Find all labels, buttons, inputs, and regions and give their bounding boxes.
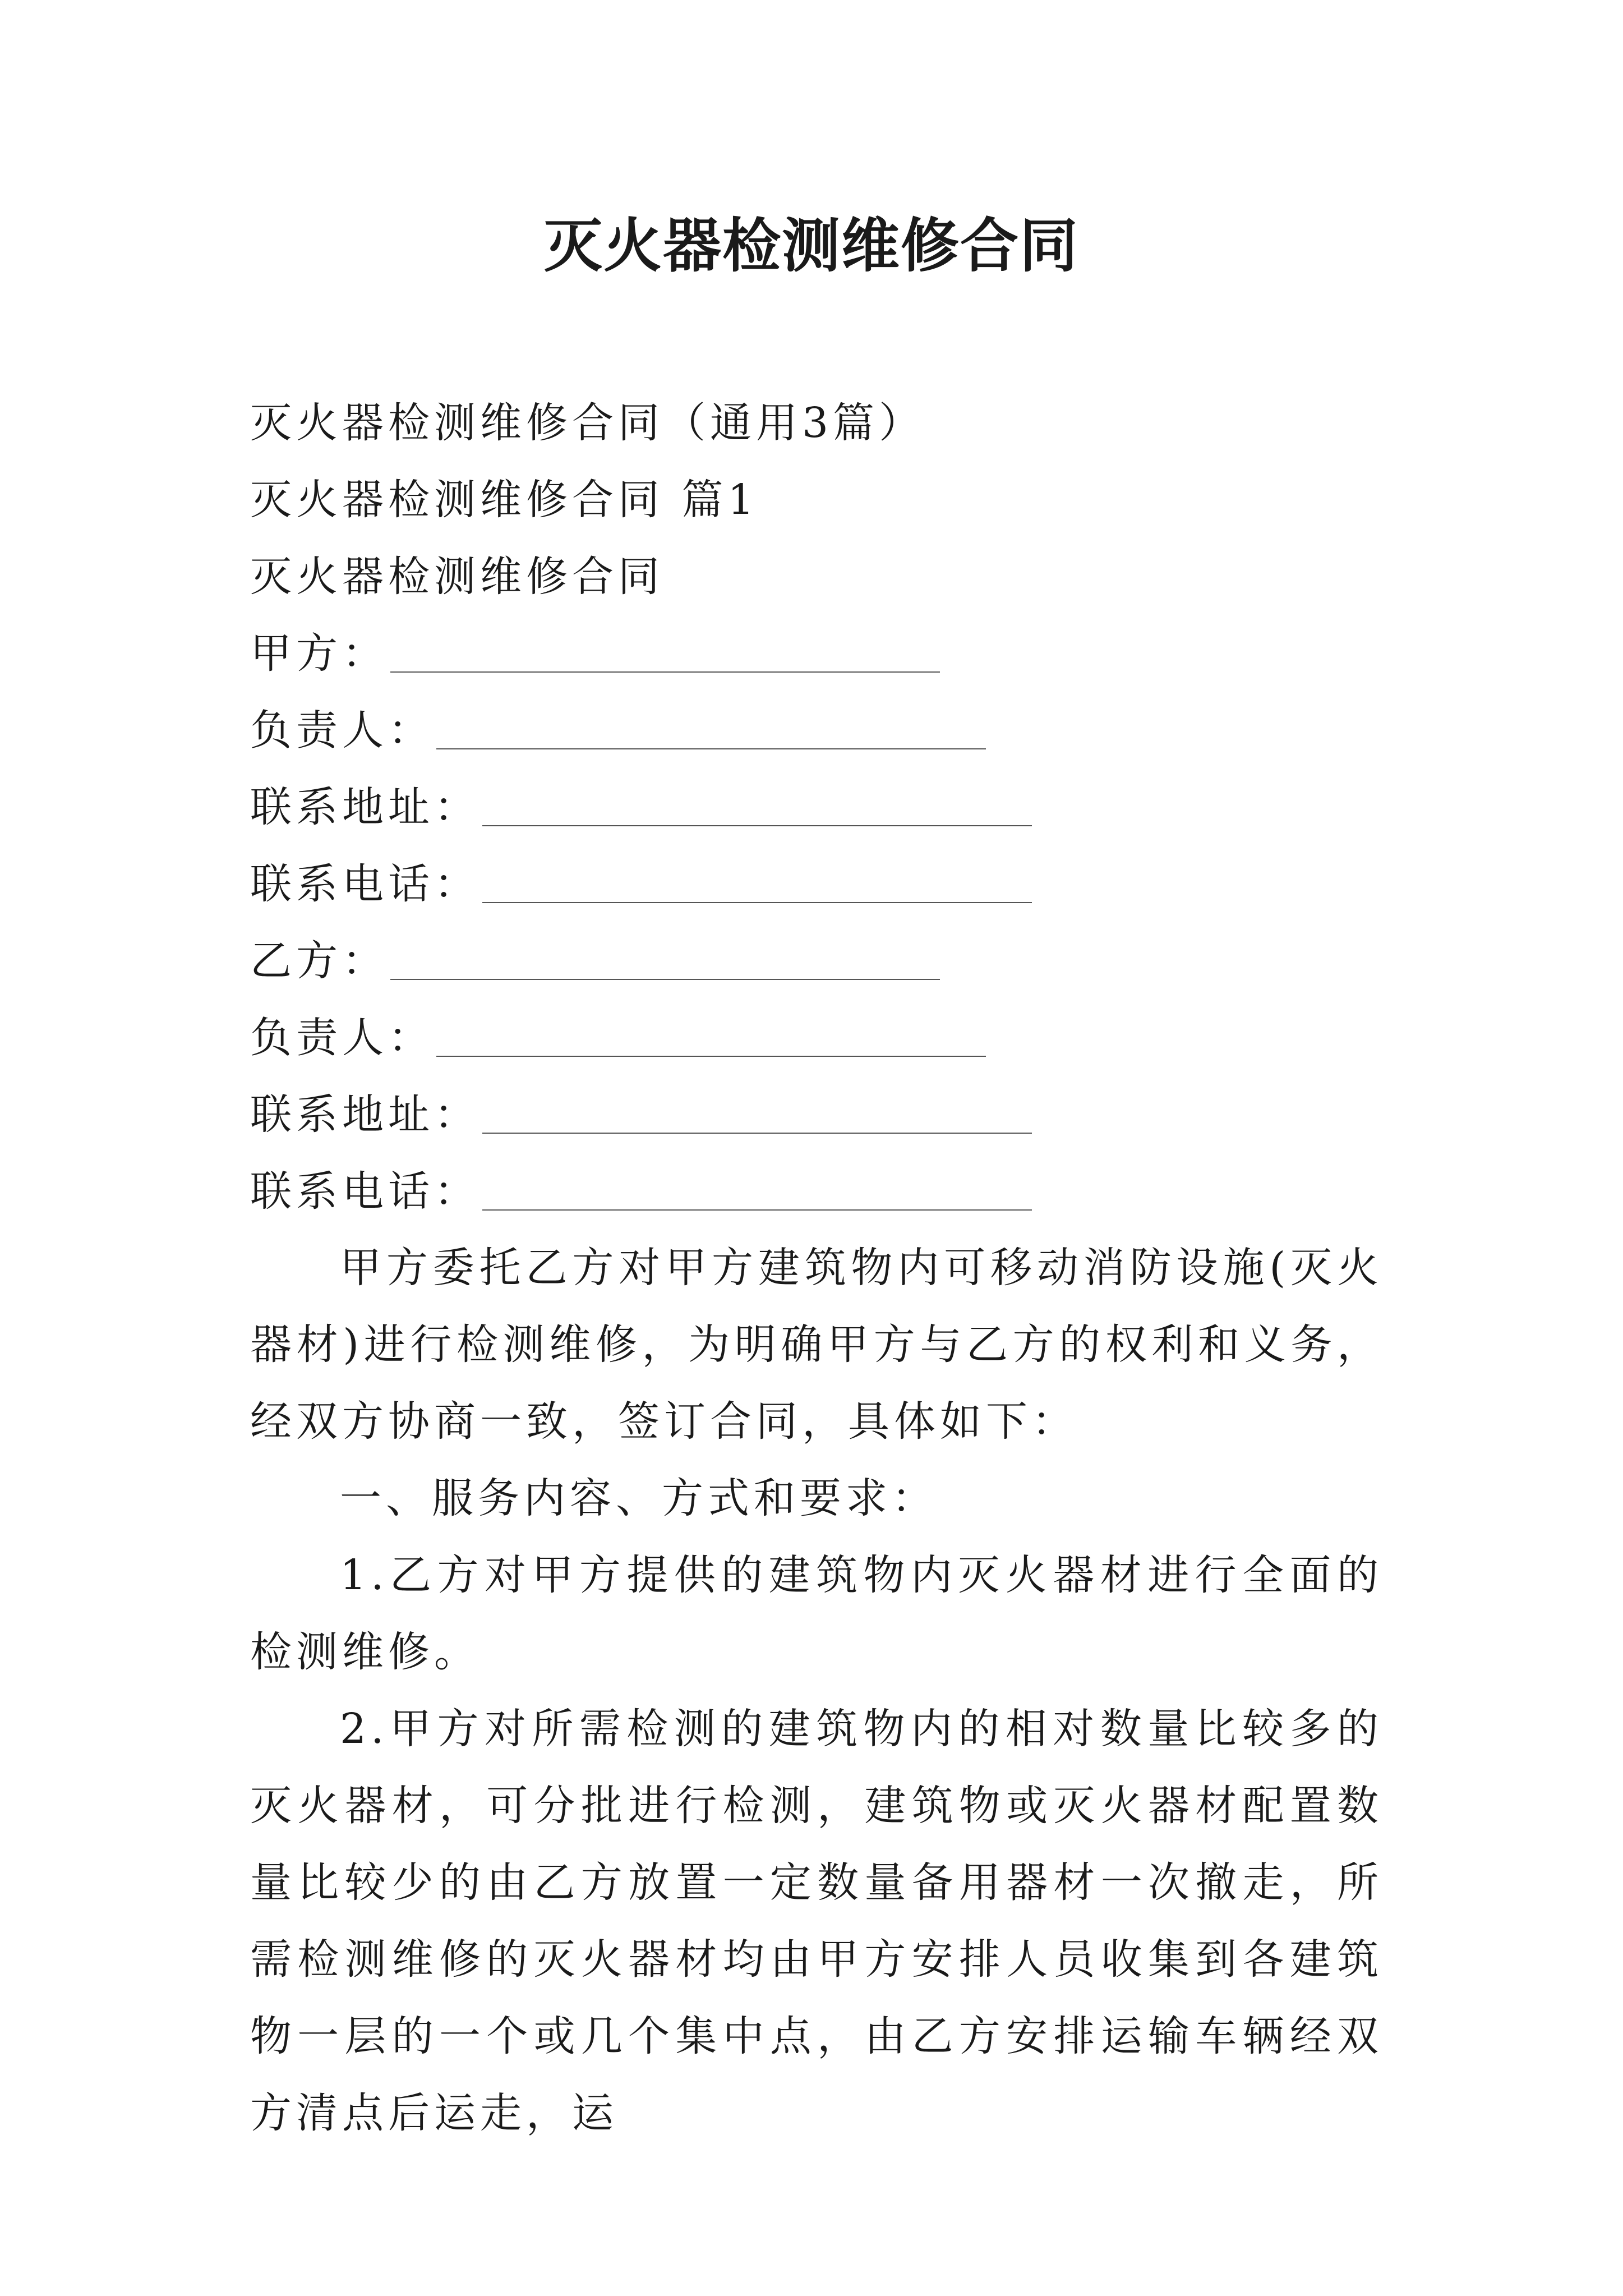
party-b-address-row [250,1076,1383,1153]
party-a-address-row [250,769,1383,846]
party-b-phone-row [250,1153,1383,1230]
document-body [250,385,1383,1230]
party-b-address-label: 联系地址： [250,1091,480,1139]
clause-item-1: 1.乙方对甲方提供的建筑物内灭火器材进行全面的检测维修。 [250,1551,1383,1676]
party-b-name-label: 乙方： [250,937,388,985]
party-a-name-label: 甲方： [250,629,388,678]
party-b-manager-row [250,1000,1383,1076]
section-1-heading: 一、服务内容、方式和要求： [340,1474,938,1522]
heading-line-collection: 灭火器检测维修合同（通用3篇） [250,399,925,447]
party-a-manager-row [250,692,1383,769]
party-b-phone-blank [482,1153,1032,1211]
party-a-manager-blank [436,692,986,749]
heading-line-contract: 灭火器检测维修合同 [250,553,664,601]
clause-item-2: 2.甲方对所需检测的建筑物内的相对数量比较多的灭火器材，可分批进行检测，建筑物或灭火器材配置数量比较少的由乙方放置一定数量备用器材一次撤走，所需检测维修的灭火器材均由甲方安排人员收集到各建筑物一层的一个或几个集中点，由乙方安排运输车辆经双方清点后运走，运 [250,1705,1383,2137]
party-b-name-blank [390,923,940,980]
party-a-phone-label: 联系电话： [250,860,480,908]
party-b-manager-label: 负责人： [250,1014,434,1062]
party-a-phone-row [250,846,1383,923]
party-b-manager-blank [436,1000,986,1057]
document-title: 灭火器检测维修合同 [543,211,1079,280]
party-b-phone-label: 联系电话： [250,1167,480,1216]
party-b-address-blank [482,1076,1032,1134]
party-a-name-row [250,615,1383,692]
document-clauses [250,1230,1383,2152]
party-a-name-blank [390,615,940,673]
intro-paragraph: 甲方委托乙方对甲方建筑物内可移动消防设施(灭火器材)进行检测维修，为明确甲方与乙方的权利和义务，经双方协商一致，签订合同，具体如下： [250,1244,1383,1446]
party-a-address-label: 联系地址： [250,783,480,831]
party-a-address-blank [482,769,1032,826]
heading-line-part: 灭火器检测维修合同 篇1 [250,476,759,524]
party-a-phone-blank [482,846,1032,903]
party-b-name-row [250,923,1383,1000]
party-a-manager-label: 负责人： [250,706,434,754]
